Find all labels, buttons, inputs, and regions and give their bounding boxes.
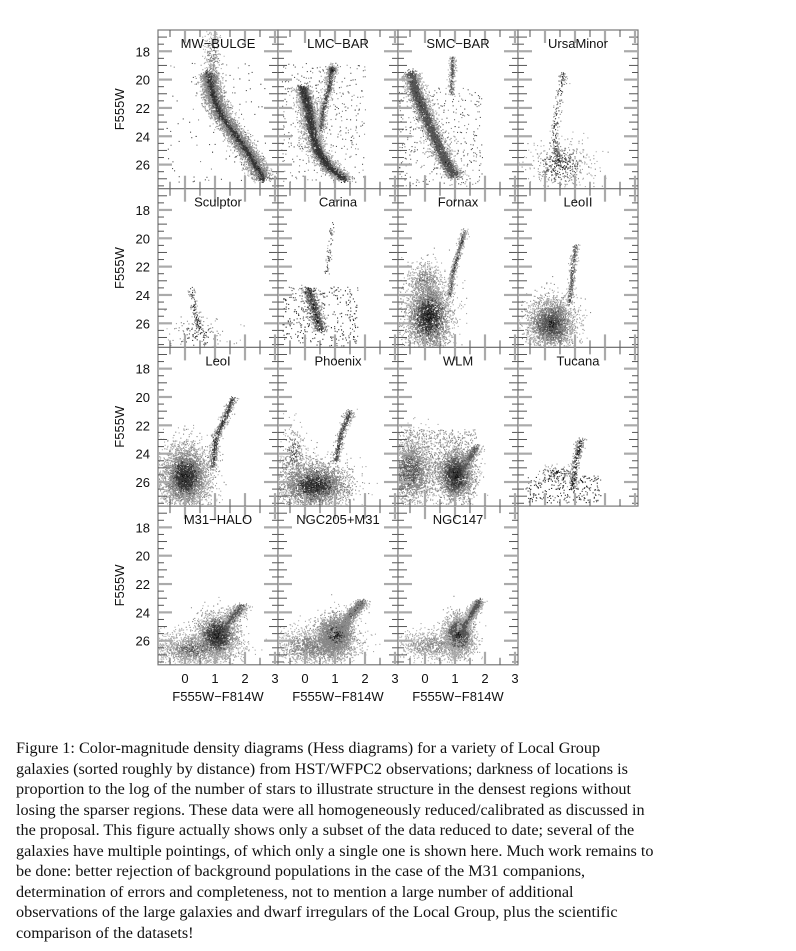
caption-line: determination of errors and completeness, not to mention a large number of additional — [16, 882, 574, 901]
y-tick-label: 18 — [135, 202, 150, 218]
y-tick-label: 22 — [135, 259, 150, 275]
y-tick-label: 24 — [135, 129, 150, 145]
y-tick-label: 22 — [135, 418, 150, 434]
x-tick-label: 1 — [211, 670, 219, 686]
panel-title: LeoII — [563, 194, 593, 210]
x-tick-label: 2 — [361, 670, 369, 686]
panel-phoenix — [278, 347, 398, 507]
y-axis-title: F555W — [112, 564, 127, 607]
panel-ngc205-m31 — [278, 506, 398, 666]
panel-title: NGC147 — [432, 512, 484, 528]
panel-ngc147 — [398, 506, 518, 665]
y-tick-label: 24 — [135, 287, 150, 303]
panel-title: Fornax — [437, 194, 479, 210]
x-tick-label: 0 — [421, 670, 429, 686]
y-tick-label: 18 — [135, 44, 150, 60]
x-tick-label: 3 — [271, 670, 279, 686]
panel-title: NGC205+M31 — [296, 512, 380, 528]
y-tick-label: 20 — [135, 548, 150, 564]
panel-lmc-bar — [278, 30, 398, 189]
panel-title: MW−BULGE — [180, 36, 256, 51]
panel-title: M31−HALO — [183, 512, 253, 528]
figure-caption — [16, 738, 786, 943]
x-tick-label: 1 — [451, 670, 459, 686]
panel-title: Carina — [318, 194, 358, 210]
caption-line: comparison of the datasets! — [16, 923, 194, 942]
panel-title: Sculptor — [194, 194, 242, 210]
panel-wlm — [398, 347, 518, 507]
caption-line: the proposal. This figure actually shows only a subset of the data reduced to date; several of the — [16, 821, 635, 839]
x-tick-label: 3 — [391, 670, 399, 686]
panel-fornax — [398, 189, 518, 349]
caption-line: be done: better rejection of background populations in the case of the M31 companions, — [16, 862, 586, 880]
panel-leoi — [158, 347, 278, 507]
panel-title: WLM — [442, 353, 474, 369]
y-tick-label: 20 — [135, 389, 150, 405]
x-axis-title: F555W−F814W — [172, 688, 264, 704]
panel-sculptor — [158, 189, 278, 348]
y-tick-label: 22 — [135, 577, 150, 593]
y-tick-label: 24 — [135, 446, 150, 462]
y-tick-label: 24 — [135, 605, 150, 621]
x-tick-label: 0 — [181, 670, 189, 686]
caption-line: galaxies have multiple pointings, of which only a single one is shown here. Much work remains to — [16, 841, 654, 860]
y-tick-label: 26 — [135, 157, 150, 173]
caption-line: proportion to the log of the number of stars to illustrate structure in the densest regions without — [16, 780, 632, 798]
y-tick-label: 26 — [135, 475, 150, 491]
panel-title: SMC−BAR — [426, 36, 490, 51]
panel-ursaminor — [518, 30, 638, 190]
y-tick-label: 20 — [135, 72, 150, 88]
panel-title: Phoenix — [314, 353, 362, 369]
x-tick-label: 1 — [331, 670, 339, 686]
x-tick-label: 0 — [301, 670, 309, 686]
y-axis-title: F555W — [112, 247, 127, 290]
panel-title: Tucana — [556, 353, 600, 369]
caption-line: Figure 1: Color-magnitude density diagrams (Hess diagrams) for a variety of Local Group — [16, 739, 601, 757]
y-tick-label: 18 — [135, 361, 150, 377]
x-axis-title: F555W−F814W — [412, 688, 504, 704]
y-tick-label: 18 — [135, 520, 150, 536]
panel-leoii — [518, 189, 638, 349]
y-tick-label: 20 — [135, 231, 150, 247]
caption-line: losing the sparser regions. These data were all homogeneously reduced/calibrated as discussed in — [16, 800, 645, 819]
panel-frame — [278, 189, 398, 348]
x-axis-title: F555W−F814W — [292, 688, 384, 704]
y-tick-label: 22 — [135, 100, 150, 116]
panel-tucana — [518, 347, 638, 506]
caption-line: galaxies (sorted roughly by distance) from HST/WFPC2 observations; darkness of locations is — [16, 759, 628, 778]
y-tick-label: 26 — [135, 316, 150, 332]
panel-title: LMC−BAR — [307, 36, 369, 51]
x-tick-label: 3 — [511, 670, 519, 686]
x-tick-label: 2 — [481, 670, 489, 686]
x-tick-label: 2 — [241, 670, 249, 686]
panel-title: LeoI — [205, 353, 231, 369]
panel-mw-bulge — [158, 30, 278, 189]
y-axis-title: F555W — [112, 405, 127, 448]
panel-smc-bar — [398, 30, 518, 189]
y-axis-title: F555W — [112, 88, 127, 131]
panels-layer — [158, 30, 638, 666]
caption-line: observations of the large galaxies and dwarf irregulars of the Local Group, plus the scientific — [16, 903, 618, 921]
y-tick-label: 26 — [135, 633, 150, 649]
panel-m31-halo — [158, 506, 278, 666]
panel-title: UrsaMinor — [548, 36, 608, 51]
panel-carina — [278, 189, 398, 348]
